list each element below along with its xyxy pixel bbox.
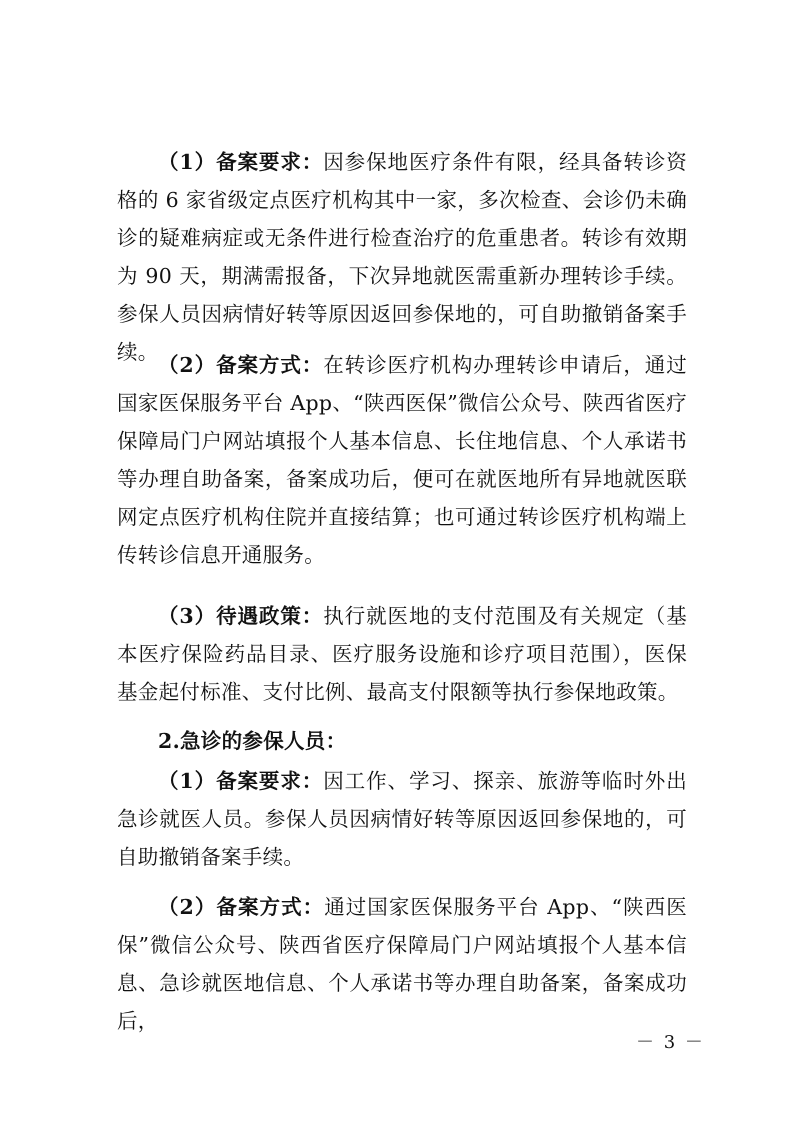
paragraph-referral-requirements [117, 143, 687, 371]
page-number: － 3 － [636, 1032, 705, 1053]
paragraph-text: 通过国家医保服务平台 App、“陕西医保”微信公众号、陕西省医疗保障局门户网站填报个人基本信息、急诊就医地信息、个人承诺书等办理自助备案，备案成功后， [117, 895, 688, 1033]
paragraph-text: 因参保地医疗条件有限，经具备转诊资格的 6 家省级定点医疗机构其中一家，多次检查、会诊仍未确诊的疑难病症或无条件进行检查治疗的危重患者。转诊有效期为 90 天，期满需报备，下次异地就医需重新办理转诊手续。参保人员因病情好转等原因返回参保地的，可自助撤销备案手续。 [117, 150, 687, 364]
paragraph-text: 执行就医地的支付范围及有关规定（基本医疗保险药品目录、医疗服务设施和诊疗项目范围），医保基金起付标准、支付比例、最高支付限额等执行参保地政策。 [117, 604, 687, 704]
paragraph-text: 在转诊医疗机构办理转诊申请后，通过国家医保服务平台 App、“陕西医保”微信公众号、陕西省医疗保障局门户网站填报个人基本信息、长住地信息、个人承诺书等办理自助备案，备案成功后，便可在就医地所有异地就医联网定点医疗机构住院并直接结算；也可通过转诊医疗机构端上传转诊信息开通服务。 [117, 353, 687, 567]
paragraph-treatment-policy [117, 597, 687, 711]
paragraph-label: （3）待遇政策： [158, 604, 324, 628]
paragraph-label: （2）备案方式： [158, 895, 325, 919]
paragraph-emergency-requirements [117, 762, 687, 876]
paragraph-label: （1）备案要求： [158, 150, 324, 174]
paragraph-text: 因工作、学习、探亲、旅游等临时外出急诊就医人员。参保人员因病情好转等原因返回参保地的，可自助撤销备案手续。 [117, 769, 687, 869]
paragraph-label: （2）备案方式： [158, 353, 324, 377]
paragraph-emergency-method [117, 888, 687, 1040]
paragraph-label: （1）备案要求： [158, 769, 324, 793]
paragraph-referral-method [117, 346, 687, 574]
section-heading-emergency: 2.急诊的参保人员： [158, 729, 347, 753]
